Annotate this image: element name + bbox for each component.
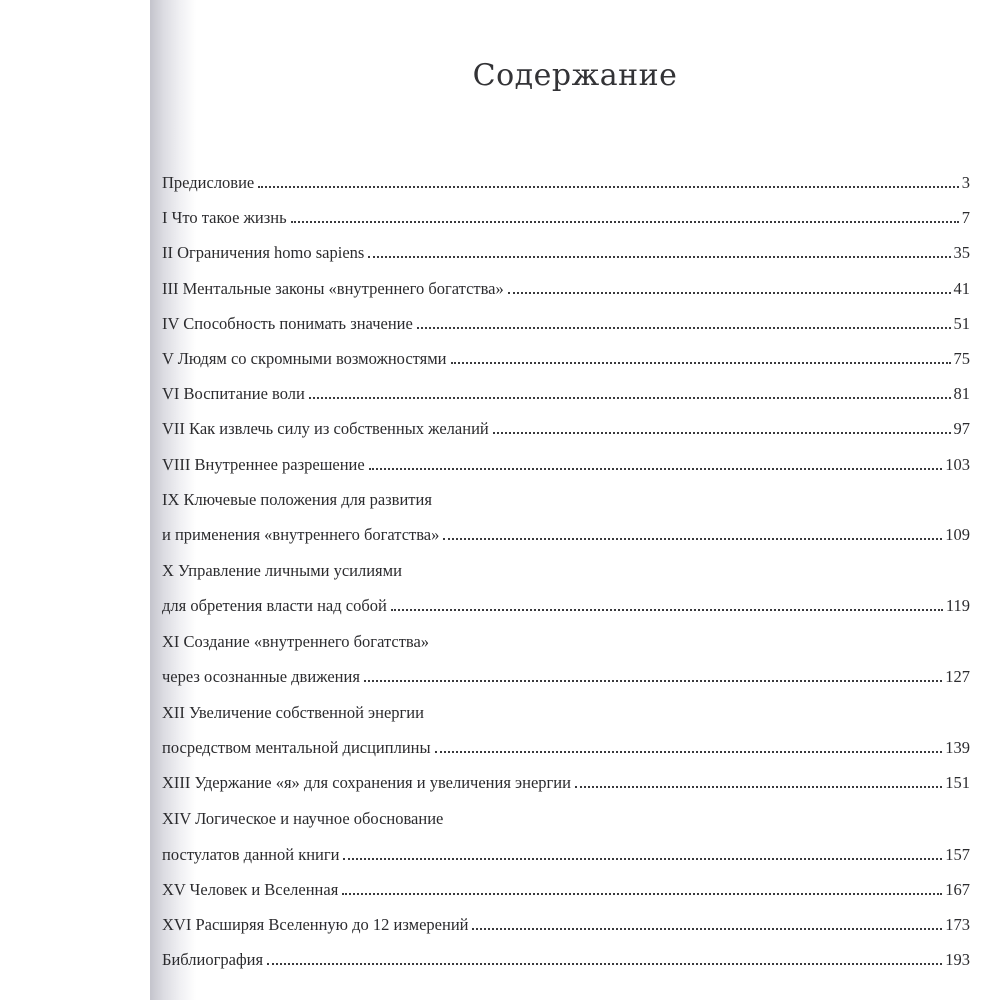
toc-entry-label: и применения «внутреннего богатства» [162, 525, 440, 544]
dot-leader [417, 327, 951, 329]
page-title: Содержание [472, 58, 678, 93]
toc-entry-first-line [162, 804, 970, 830]
toc-entry-page: 119 [945, 596, 970, 615]
dot-leader [435, 751, 943, 753]
toc-entry [162, 168, 970, 194]
toc-entry-page: 3 [961, 173, 970, 192]
toc-entry [162, 274, 970, 300]
toc-entry-page: 139 [945, 738, 970, 757]
dot-leader [508, 292, 951, 294]
toc-entry-heading: XIV Логическое и научное обоснование [162, 809, 444, 828]
toc-entry [162, 875, 970, 901]
dot-leader [364, 680, 942, 682]
toc-entry-label: Предисловие [162, 173, 255, 192]
book-page [150, 0, 1000, 1000]
dot-leader [368, 256, 950, 258]
toc-entry-label: III Ментальные законы «внутреннего богатства» [162, 279, 504, 298]
toc-entry-page: 41 [953, 279, 970, 298]
toc-entry-page: 75 [953, 349, 970, 368]
toc-entry-heading: XI Создание «внутреннего богатства» [162, 632, 430, 651]
toc-entry-label: через осознанные движения [162, 667, 360, 686]
toc-entry-label: XV Человек и Вселенная [162, 880, 339, 899]
toc-entry-page: 7 [961, 208, 970, 227]
toc-entry-first-line [162, 485, 970, 511]
toc-entry-label: VI Воспитание воли [162, 384, 305, 403]
toc-entry-label: XIII Удержание «я» для сохранения и увеличения энергии [162, 773, 571, 792]
background-margin [0, 0, 150, 1000]
toc-entry-page: 35 [953, 243, 970, 262]
dot-leader [291, 221, 959, 223]
toc-entry-page: 193 [945, 950, 970, 969]
dot-leader [369, 468, 943, 470]
toc-entry-label: VIII Внутреннее разрешение [162, 455, 365, 474]
toc-entry [162, 520, 970, 546]
toc-entry [162, 450, 970, 476]
toc-entry-label: IV Способность понимать значение [162, 314, 413, 333]
toc-entry-page: 127 [945, 667, 970, 686]
toc-entry-first-line [162, 627, 970, 653]
dot-leader [443, 538, 942, 540]
dot-leader [309, 397, 951, 399]
toc-entry [162, 591, 970, 617]
toc-entry [162, 945, 970, 971]
toc-entry-heading: XII Увеличение собственной энергии [162, 703, 424, 722]
toc-entry [162, 414, 970, 440]
toc-entry-label: Библиография [162, 950, 264, 969]
dot-leader [342, 893, 942, 895]
toc-entry-first-line [162, 698, 970, 724]
toc-entry [162, 840, 970, 866]
toc-entry-label: VII Как извлечь силу из собственных желаний [162, 419, 489, 438]
toc-entry-page: 103 [945, 455, 970, 474]
toc-entry [162, 910, 970, 936]
toc-entry-label: для обретения власти над собой [162, 596, 387, 615]
toc-entry-page: 97 [953, 419, 970, 438]
toc-entry-page: 173 [945, 915, 970, 934]
dot-leader [267, 963, 942, 965]
toc-entry [162, 203, 970, 229]
toc-entry-first-line [162, 556, 970, 582]
toc-entry-page: 167 [945, 880, 970, 899]
toc-entry-page: 109 [945, 525, 970, 544]
toc-entry-page: 51 [953, 314, 970, 333]
toc-entry-label: посредством ментальной дисциплины [162, 738, 431, 757]
dot-leader [493, 432, 951, 434]
dot-leader [391, 609, 943, 611]
toc-entry-heading: IX Ключевые положения для развития [162, 490, 432, 509]
dot-leader [343, 858, 942, 860]
dot-leader [451, 362, 951, 364]
dot-leader [575, 786, 942, 788]
toc-entry [162, 662, 970, 688]
toc-entry-label: V Людям со скромными возможностями [162, 349, 447, 368]
dot-leader [472, 928, 942, 930]
toc-entry [162, 768, 970, 794]
toc-entry [162, 733, 970, 759]
toc-entry-page: 157 [945, 845, 970, 864]
toc-entry [162, 344, 970, 370]
toc-entry-page: 81 [953, 384, 970, 403]
toc-entry-label: I Что такое жизнь [162, 208, 287, 227]
toc-entry [162, 238, 970, 264]
dot-leader [258, 186, 959, 188]
toc-entry-page: 151 [945, 773, 970, 792]
toc-entry-label: II Ограничения homo sapiens [162, 243, 365, 262]
toc-entry-heading: X Управление личными усилиями [162, 561, 402, 580]
toc-entry [162, 379, 970, 405]
toc-entry-label: постулатов данной книги [162, 845, 340, 864]
toc-entry-label: XVI Расширяя Вселенную до 12 измерений [162, 915, 469, 934]
toc-entry [162, 309, 970, 335]
